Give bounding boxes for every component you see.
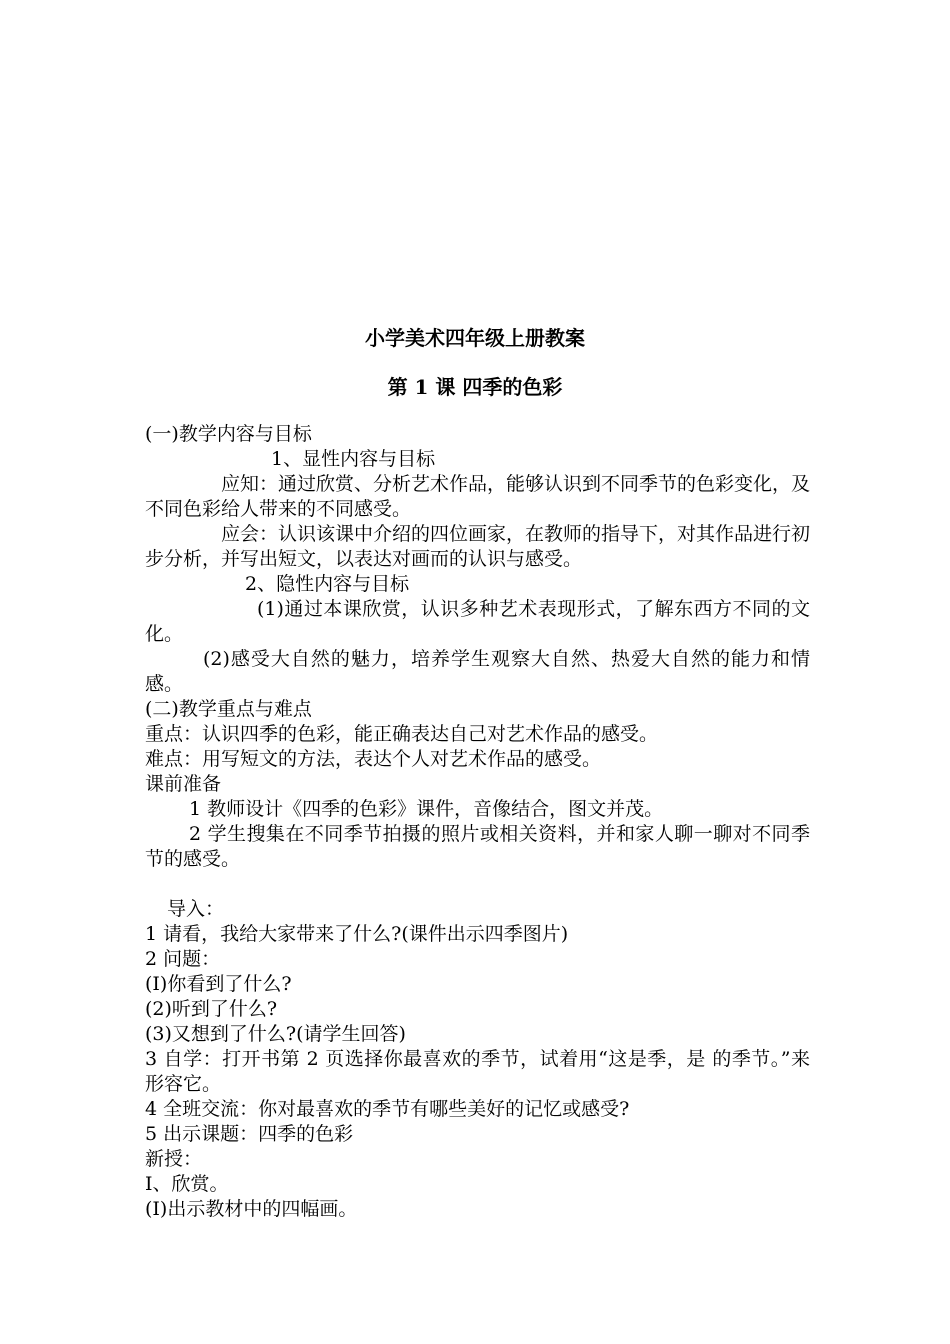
paragraph: 1 请看，我给大家带来了什么?(课件出示四季图片) (145, 923, 569, 945)
paragraph: 难点：用写短文的方法，表达个人对艺术作品的感受。 (145, 748, 602, 770)
paragraph: 5 出示课题：四季的色彩 (145, 1123, 354, 1145)
paragraph: (2)感受大自然的魅力，培养学生观察大自然、热爱大自然的能力和情感。 (145, 648, 810, 695)
paragraph: 重点：认识四季的色彩，能正确表达自己对艺术作品的感受。 (145, 723, 659, 745)
document-body (145, 422, 810, 1222)
paragraph: 3 自学：打开书第 2 页选择你最喜欢的季节，试着用“这是季，是 的季节。”来形容它。 (145, 1048, 810, 1095)
paragraph: (一)教学内容与目标 (145, 423, 312, 445)
paragraph: 2 问题： (145, 948, 221, 970)
paragraph: (2)听到了什么? (145, 998, 278, 1020)
paragraph: (I)出示教材中的四幅画。 (145, 1198, 358, 1220)
paragraph: 1、显性内容与目标 (271, 448, 436, 470)
paragraph: (I)你看到了什么? (145, 973, 292, 995)
paragraph: (二)教学重点与难点 (145, 698, 312, 720)
paragraph: 课前准备 (145, 773, 222, 795)
paragraph: 2 学生搜集在不同季节拍摄的照片或相关资料，并和家人聊一聊对不同季节的感受。 (145, 823, 810, 870)
paragraph: I、欣赏。 (145, 1173, 229, 1195)
paragraph: (3)又想到了什么?(请学生回答) (145, 1023, 406, 1045)
lesson-title: 第 1 课 四季的色彩 (387, 375, 563, 399)
paragraph: 导入： (167, 898, 225, 920)
paragraph: 新授： (145, 1148, 203, 1170)
paragraph: 应会：认识该课中介绍的四位画家，在教师的指导下，对其作品进行初步分析，并写出短文，以表达对画而的认识与感受。 (145, 523, 811, 570)
document-title: 小学美术四年级上册教案 (365, 326, 585, 350)
paragraph: 应知：通过欣赏、分析艺术作品，能够认识到不同季节的色彩变化，及不同色彩给人带来的不同感受。 (145, 473, 811, 520)
paragraph: 4 全班交流：你对最喜欢的季节有哪些美好的记忆或感受? (145, 1098, 630, 1120)
blank-line (145, 872, 810, 897)
paragraph: 2、隐性内容与目标 (245, 573, 410, 595)
paragraph: 1 教师设计《四季的色彩》课件，音像结合，图文并茂。 (189, 798, 664, 820)
paragraph: (1)通过本课欣赏，认识多种艺术表现形式，了解东西方不同的文化。 (145, 598, 810, 645)
